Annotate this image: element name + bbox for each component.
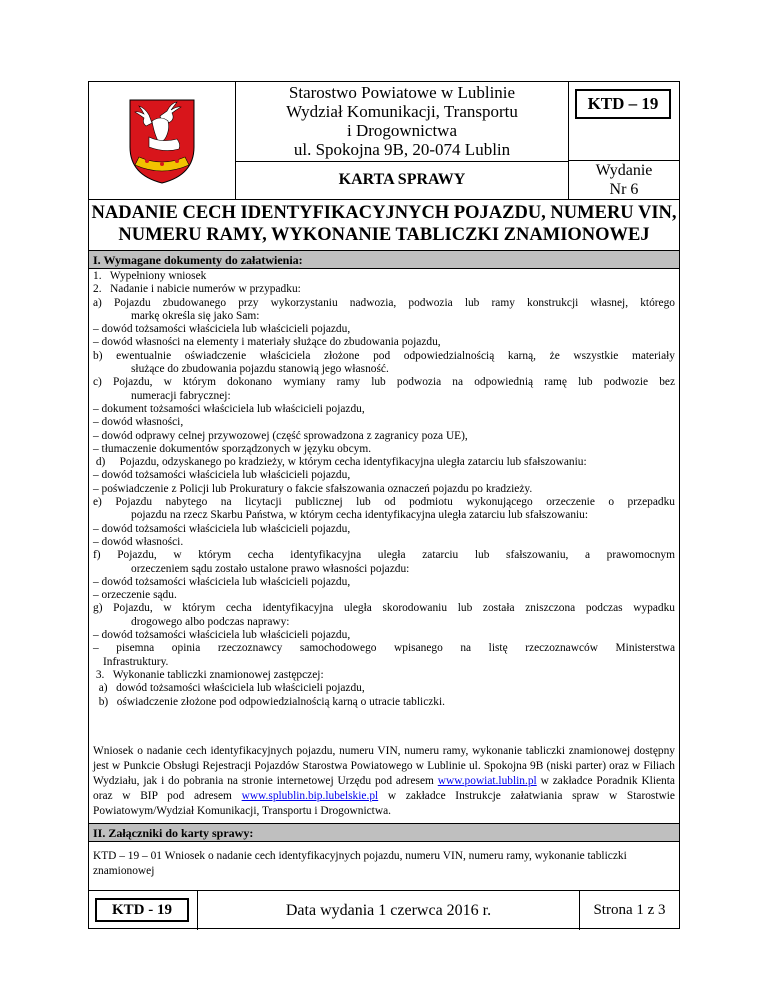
list-line: a) Pojazdu zbudowanego przy wykorzystaniu nadwozia, podwozia lub ramy konstrukcji własnej, którego: [93, 296, 675, 309]
footer-page: Strona 1 z 3: [593, 902, 666, 918]
document-frame: [88, 81, 680, 929]
list-line: 2. Nadanie i nabicie numerów w przypadku:: [93, 283, 301, 296]
footer-code: KTD - 19: [95, 898, 189, 922]
link-powiat-lublin[interactable]: www.powiat.lublin.pl: [437, 775, 537, 787]
info-text: Wniosek o nadanie cech identyfikacyjnych pojazdu, numeru VIN, numeru ramy, wykonanie tabliczki znamionowej dostępny jest w Punkcie Obsługi Rejestracji Pojazdów Starostwa Powiatowego w Lublinie ul. Spokojna 9B (niski parter) oraz w Filiach Wydziału, jak i do pobrania na stronie internetowej Urzędu pod adresem: [93, 745, 675, 787]
list-line: 3. Wykonanie tabliczki znamionowej zastępczej:: [93, 668, 324, 681]
footer-date: Data wydania 1 czerwca 2016 r.: [198, 891, 580, 930]
header-table: [89, 82, 679, 200]
card-label: KARTA SPRAWY: [236, 161, 569, 199]
list-line: numeracji fabrycznej:: [131, 389, 231, 402]
list-line: – tłumaczenie dokumentów sporządzonych w języku obcym.: [93, 442, 372, 455]
info-text: w zakładce Instrukcje załatwiania spraw w Starostwie Powiatowym/Wydział Komunikacji, Transportu i Drogownictwa.: [93, 790, 675, 817]
list-line: służące do zbudowania pojazdu stanowią jego własność.: [131, 363, 389, 376]
list-line: pojazdu na rzecz Skarbu Państwa, w którym cecha identyfikacyjna uległa zatarciu lub sfałszowaniu:: [131, 509, 589, 522]
list-line: orzeczeniem sądu zostało ustalone prawo własności pojazdu:: [131, 562, 410, 575]
list-line: markę określa się jako Sam:: [131, 309, 260, 322]
list-line: Infrastruktury.: [103, 655, 169, 668]
link-bip[interactable]: www.splublin.bip.lubelskie.pl: [241, 790, 379, 802]
edition-cell: [569, 161, 679, 199]
list-line: c) Pojazdu, w którym dokonano wymiany ramy lub podwozia na odpowiednią ramę lub podwozie bez: [93, 376, 675, 389]
required-documents-list: [93, 270, 675, 709]
list-line: e) Pojazdu nabytego na licytacji publicznej lub od podmiotu wykonującego orzeczenie o przepadku: [93, 496, 675, 509]
list-line: drogowego albo podczas naprawy:: [131, 615, 290, 628]
list-line: – dowód własności,: [93, 416, 184, 429]
title-line: NUMERU RAMY, WYKONANIE TABLICZKI ZNAMIONOWEJ: [118, 225, 650, 245]
list-line: – dowód tożsamości właściciela lub właścicieli pojazdu,: [93, 469, 351, 482]
list-line: – poświadczenie z Policji lub Prokuratury o fakcie sfałszowania oznaczeń pojazdu po kradzieży.: [93, 482, 533, 495]
office-line: Starostwo Powiatowe w Lublinie: [288, 83, 516, 102]
list-line: – dowód tożsamości właściciela lub właścicieli pojazdu,: [93, 575, 351, 588]
list-line: – dowód tożsamości właściciela lub właścicieli pojazdu,: [93, 522, 351, 535]
coat-of-arms-icon: [127, 97, 197, 185]
list-line: – dokument tożsamości właściciela lub właścicieli pojazdu,: [93, 402, 365, 415]
edition-label: Wydanie: [595, 162, 653, 179]
office-line: Wydział Komunikacji, Transportu: [286, 102, 518, 121]
document-code: KTD – 19: [575, 89, 671, 119]
list-line: 1. Wypełniony wniosek: [93, 270, 207, 282]
list-line: a) dowód tożsamości właściciela lub właścicieli pojazdu,: [93, 682, 365, 695]
list-line: – pisemna opinia rzeczoznawcy samochodowego wpisanego na listę rzeczoznawców Ministerstwa: [93, 642, 675, 655]
list-line: – dowód własności.: [93, 535, 184, 548]
list-line: – dowód tożsamości właściciela lub właścicieli pojazdu,: [93, 629, 351, 642]
list-line: b) ewentualnie oświadczenie właściciela złożone pod odpowiedzialnością karną, że wszystkie materiały: [93, 349, 675, 362]
list-line: b) oświadczenie złożone pod odpowiedzialnością karną o utracie tabliczki.: [93, 695, 446, 708]
section-heading-attachments: II. Załączniki do karty sprawy:: [89, 823, 679, 842]
office-line: ul. Spokojna 9B, 20-074 Lublin: [293, 140, 511, 159]
list-line: g) Pojazdu, w którym cecha identyfikacyjna uległa skorodowaniu lub została zniszczona podczas wypadku: [93, 602, 675, 615]
info-text: w zakładce Poradnik Klienta oraz w BIP pod adresem: [93, 775, 675, 802]
edition-number: Nr 6: [609, 181, 639, 198]
document-title: [89, 202, 679, 246]
office-address: [236, 82, 569, 162]
title-line: NADANIE CECH IDENTYFIKACYJNYCH POJAZDU, NUMERU VIN,: [91, 203, 677, 223]
footer-code-cell: [89, 891, 198, 930]
office-line: i Drogownictwa: [346, 121, 457, 140]
code-cell: [569, 82, 679, 161]
crest-cell: [89, 82, 236, 199]
list-line: f) Pojazdu, w którym cecha identyfikacyjna uległa zatarciu lub sfałszowaniu, a prawomocnym: [93, 549, 675, 562]
attachments-text: KTD – 19 – 01 Wniosek o nadanie cech identyfikacyjnych pojazdu, numeru VIN, numeru ramy, wykonanie tabliczki znamionowej: [93, 850, 627, 877]
list-line: – dowód własności na elementy i materiały służące do zbudowania pojazdu,: [93, 336, 441, 349]
section-heading-required-docs: I. Wymagane dokumenty do załatwienia:: [89, 250, 679, 269]
list-line: – dowód tożsamości właściciela lub właścicieli pojazdu,: [93, 323, 351, 336]
list-line: d) Pojazdu, odzyskanego po kradzieży, w którym cecha identyfikacyjna uległa zatarciu lub sfałszowaniu:: [93, 456, 587, 469]
info-paragraph: [93, 744, 675, 819]
footer-table: [89, 890, 679, 930]
list-line: – orzeczenie sądu.: [93, 589, 177, 602]
list-line: – dowód odprawy celnej przywozowej (część sprowadzona z zagranicy poza UE),: [93, 429, 468, 442]
